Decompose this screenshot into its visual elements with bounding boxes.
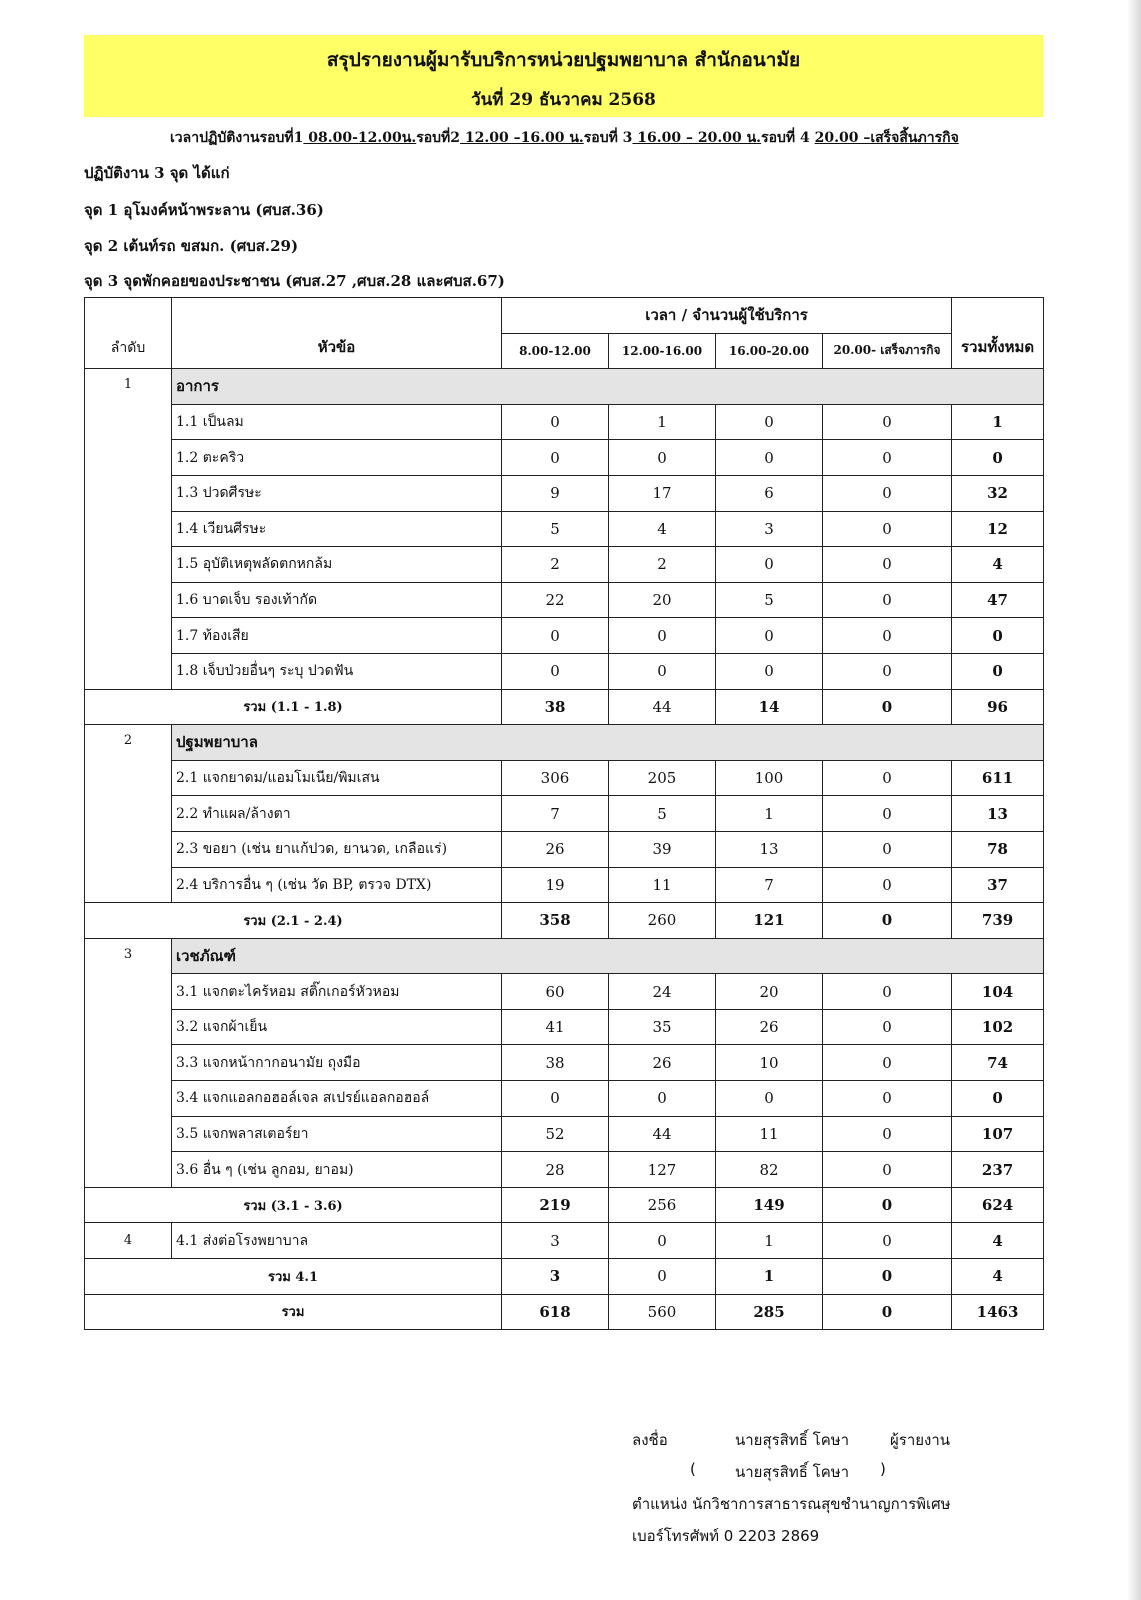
value-cell: 14 (716, 689, 823, 725)
value-cell: 0 (823, 1294, 952, 1330)
grand-total-cell: 1463 (952, 1294, 1044, 1330)
value-cell: 0 (823, 1152, 952, 1188)
item-label: 2.3 ขอยา (เช่น ยาแก้ปวด, ยานวด, เกลือแร่) (172, 831, 502, 867)
header-topic: หัวข้อ (172, 298, 502, 369)
row-total-cell: 47 (952, 582, 1044, 618)
paren-close: ) (880, 1460, 886, 1478)
value-cell: 20 (716, 974, 823, 1010)
item-label: 1.6 บาดเจ็บ รองเท้ากัด (172, 582, 502, 618)
item-label: 3.5 แจกพลาสเตอร์ยา (172, 1116, 502, 1152)
table-row (85, 618, 1044, 654)
report-title: สรุปรายงานผู้มารับบริการหน่วยปฐมพยาบาล สำนักอนามัย (326, 49, 801, 71)
value-cell: 17 (609, 475, 716, 511)
row-total-cell: 4 (952, 1223, 1044, 1259)
item-label: 1.8 เจ็บป่วยอื่นๆ ระบุ ปวดฟัน (172, 653, 502, 689)
value-cell: 0 (823, 582, 952, 618)
grand-total-row (85, 1294, 1044, 1330)
table-row (85, 796, 1044, 832)
table-row (85, 760, 1044, 796)
paren-open: ( (690, 1460, 696, 1478)
value-cell: 9 (502, 475, 609, 511)
item-label: 1.7 ท้องเสีย (172, 618, 502, 654)
subtotal-row (85, 689, 1044, 725)
item-label: 1.3 ปวดศีรษะ (172, 475, 502, 511)
table-row (85, 511, 1044, 547)
value-cell: 4 (609, 511, 716, 547)
value-cell: 285 (716, 1294, 823, 1330)
value-cell: 0 (609, 440, 716, 476)
service-summary-table (84, 297, 1044, 1330)
value-cell: 0 (716, 404, 823, 440)
operating-schedule (170, 127, 959, 149)
value-cell: 10 (716, 1045, 823, 1081)
row-total-cell: 0 (952, 440, 1044, 476)
table-row (85, 582, 1044, 618)
value-cell: 618 (502, 1294, 609, 1330)
intro-line: ปฏิบัติงาน 3 จุด ได้แก่ (84, 164, 230, 182)
value-cell: 149 (716, 1187, 823, 1223)
value-cell: 0 (609, 1081, 716, 1117)
value-cell: 0 (823, 867, 952, 903)
value-cell: 41 (502, 1009, 609, 1045)
value-cell: 35 (609, 1009, 716, 1045)
value-cell: 0 (823, 1009, 952, 1045)
value-cell: 44 (609, 1116, 716, 1152)
row-total-cell: 0 (952, 653, 1044, 689)
table-row (85, 867, 1044, 903)
header-seq: ลำดับ (85, 298, 172, 369)
table-row (85, 831, 1044, 867)
row-total-cell: 74 (952, 1045, 1044, 1081)
value-cell: 0 (823, 1223, 952, 1259)
value-cell: 0 (823, 1081, 952, 1117)
row-total-cell: 611 (952, 760, 1044, 796)
value-cell: 306 (502, 760, 609, 796)
value-cell: 11 (716, 1116, 823, 1152)
value-cell: 560 (609, 1294, 716, 1330)
value-cell: 26 (609, 1045, 716, 1081)
schedule-round3-time: 16.00 – 20.00 น. (632, 130, 762, 146)
group-seq: 4 (85, 1223, 172, 1259)
value-cell: 19 (502, 867, 609, 903)
subtotal-row (85, 1259, 1044, 1295)
value-cell: 0 (823, 618, 952, 654)
row-total-cell: 237 (952, 1152, 1044, 1188)
value-cell: 13 (716, 831, 823, 867)
category-row (85, 938, 1044, 974)
row-total-cell: 37 (952, 867, 1044, 903)
row-total-cell: 102 (952, 1009, 1044, 1045)
table-row (85, 974, 1044, 1010)
row-total-cell: 0 (952, 1081, 1044, 1117)
schedule-round3-label: รอบที่ 3 (583, 130, 633, 146)
value-cell: 0 (823, 511, 952, 547)
value-cell: 0 (716, 440, 823, 476)
value-cell: 22 (502, 582, 609, 618)
value-cell: 0 (502, 618, 609, 654)
value-cell: 0 (502, 404, 609, 440)
table-row (85, 653, 1044, 689)
item-label: 1.4 เวียนศีรษะ (172, 511, 502, 547)
value-cell: 256 (609, 1187, 716, 1223)
value-cell: 0 (609, 1259, 716, 1295)
schedule-round2-time: 12.00 –16.00 น. (460, 130, 584, 146)
table-row (85, 404, 1044, 440)
value-cell: 26 (502, 831, 609, 867)
value-cell: 39 (609, 831, 716, 867)
value-cell: 5 (716, 582, 823, 618)
value-cell: 0 (502, 653, 609, 689)
item-label: 2.2 ทำแผล/ล้างตา (172, 796, 502, 832)
value-cell: 0 (609, 1223, 716, 1259)
item-label: 3.1 แจกตะไคร้หอม สติ๊กเกอร์หัวหอม (172, 974, 502, 1010)
item-label: 1.1 เป็นลม (172, 404, 502, 440)
signer-name: นายสุรสิทธิ์ โคษา (735, 1431, 850, 1449)
page-edge-shadow (1127, 0, 1141, 1600)
value-cell: 7 (502, 796, 609, 832)
table-row (85, 1045, 1044, 1081)
value-cell: 0 (823, 1116, 952, 1152)
value-cell: 0 (716, 1081, 823, 1117)
value-cell: 28 (502, 1152, 609, 1188)
row-total-cell: 78 (952, 831, 1044, 867)
location-3: จุด 3 จุดพักคอยของประชาชน (ศบส.27 ,ศบส.28 และศบส.67) (84, 272, 505, 290)
sign-label: ลงชื่อ (632, 1431, 668, 1449)
table-row (85, 1009, 1044, 1045)
subtotal-label: รวม (3.1 - 3.6) (85, 1187, 502, 1223)
row-total-cell: 739 (952, 903, 1044, 939)
header-time-count: เวลา / จำนวนผู้ใช้บริการ (502, 298, 952, 334)
row-total-cell: 4 (952, 1259, 1044, 1295)
subtotal-row (85, 903, 1044, 939)
value-cell: 5 (609, 796, 716, 832)
signer-phone: เบอร์โทรศัพท์ 0 2203 2869 (632, 1527, 820, 1545)
value-cell: 6 (716, 475, 823, 511)
value-cell: 38 (502, 1045, 609, 1081)
table-row (85, 475, 1044, 511)
value-cell: 0 (823, 974, 952, 1010)
value-cell: 121 (716, 903, 823, 939)
item-label: 4.1 ส่งต่อโรงพยาบาล (172, 1223, 502, 1259)
location-2: จุด 2 เต้นท์รถ ขสมก. (ศบส.29) (84, 237, 299, 255)
value-cell: 260 (609, 903, 716, 939)
value-cell: 0 (823, 653, 952, 689)
value-cell: 127 (609, 1152, 716, 1188)
row-total-cell: 1 (952, 404, 1044, 440)
value-cell: 0 (823, 831, 952, 867)
value-cell: 11 (609, 867, 716, 903)
subtotal-label: รวม (1.1 - 1.8) (85, 689, 502, 725)
value-cell: 0 (823, 475, 952, 511)
subtotal-label: รวม 4.1 (85, 1259, 502, 1295)
item-label: 1.5 อุบัติเหตุพลัดตกหกล้ม (172, 547, 502, 583)
value-cell: 0 (502, 1081, 609, 1117)
value-cell: 26 (716, 1009, 823, 1045)
row-total-cell: 107 (952, 1116, 1044, 1152)
value-cell: 5 (502, 511, 609, 547)
value-cell: 0 (823, 440, 952, 476)
category-row (85, 725, 1044, 761)
row-total-cell: 0 (952, 618, 1044, 654)
value-cell: 0 (823, 796, 952, 832)
value-cell: 1 (609, 404, 716, 440)
value-cell: 0 (823, 903, 952, 939)
value-cell: 205 (609, 760, 716, 796)
value-cell: 52 (502, 1116, 609, 1152)
category-label: เวชภัณฑ์ (172, 938, 1044, 974)
subtotal-label: รวม (2.1 - 2.4) (85, 903, 502, 939)
item-label: 2.4 บริการอื่น ๆ (เช่น วัด BP, ตรวจ DTX) (172, 867, 502, 903)
schedule-round4-time: 20.00 –เสร็จสิ้นภารกิจ (814, 130, 959, 146)
header-slot-2: 12.00-16.00 (609, 333, 716, 369)
table-body (85, 369, 1044, 1330)
schedule-round1-label: เวลาปฏิบัติงานรอบที่1 (170, 130, 304, 146)
value-cell: 100 (716, 760, 823, 796)
value-cell: 3 (502, 1259, 609, 1295)
value-cell: 3 (502, 1223, 609, 1259)
group-seq: 1 (85, 369, 172, 689)
signer-position: ตำแหน่ง นักวิชาการสาธารณสุขชำนาญการพิเศษ (632, 1495, 951, 1513)
value-cell: 2 (609, 547, 716, 583)
row-total-cell: 4 (952, 547, 1044, 583)
value-cell: 3 (716, 511, 823, 547)
item-label: 3.3 แจกหน้ากากอนามัย ถุงมือ (172, 1045, 502, 1081)
schedule-round1-time: 08.00-12.00น. (303, 130, 417, 146)
item-label: 1.2 ตะคริว (172, 440, 502, 476)
row-total-cell: 624 (952, 1187, 1044, 1223)
item-label: 2.1 แจกยาดม/แอมโมเนีย/พิมเสน (172, 760, 502, 796)
value-cell: 0 (823, 760, 952, 796)
table-row (85, 1223, 1044, 1259)
value-cell: 0 (823, 689, 952, 725)
table-row (85, 1116, 1044, 1152)
value-cell: 0 (609, 653, 716, 689)
table-header-row (85, 298, 1044, 334)
value-cell: 38 (502, 689, 609, 725)
row-total-cell: 96 (952, 689, 1044, 725)
value-cell: 0 (716, 618, 823, 654)
schedule-round2-label: รอบที่2 (416, 130, 461, 146)
schedule-round4-label: รอบที่ 4 (761, 130, 815, 146)
item-label: 3.6 อื่น ๆ (เช่น ลูกอม, ยาอม) (172, 1152, 502, 1188)
group-seq: 3 (85, 938, 172, 1187)
value-cell: 0 (609, 618, 716, 654)
table-row (85, 440, 1044, 476)
row-total-cell: 13 (952, 796, 1044, 832)
value-cell: 1 (716, 796, 823, 832)
item-label: 3.4 แจกแอลกอฮอล์เจล สเปรย์แอลกอฮอล์ (172, 1081, 502, 1117)
row-total-cell: 12 (952, 511, 1044, 547)
value-cell: 2 (502, 547, 609, 583)
value-cell: 0 (823, 404, 952, 440)
table-row (85, 1152, 1044, 1188)
value-cell: 1 (716, 1259, 823, 1295)
value-cell: 0 (716, 547, 823, 583)
grand-total-label: รวม (85, 1294, 502, 1330)
value-cell: 0 (823, 1045, 952, 1081)
value-cell: 0 (502, 440, 609, 476)
item-label: 3.2 แจกผ้าเย็น (172, 1009, 502, 1045)
value-cell: 44 (609, 689, 716, 725)
table-row (85, 1081, 1044, 1117)
value-cell: 358 (502, 903, 609, 939)
reporter-role: ผู้รายงาน (890, 1431, 951, 1449)
value-cell: 0 (823, 1259, 952, 1295)
location-1: จุด 1 อุโมงค์หน้าพระลาน (ศบส.36) (84, 201, 324, 219)
title-banner (84, 35, 1043, 117)
value-cell: 20 (609, 582, 716, 618)
group-seq: 2 (85, 725, 172, 903)
value-cell: 1 (716, 1223, 823, 1259)
value-cell: 0 (823, 547, 952, 583)
category-row (85, 369, 1044, 405)
value-cell: 24 (609, 974, 716, 1010)
value-cell: 60 (502, 974, 609, 1010)
header-slot-4: 20.00- เสร็จภารกิจ (823, 333, 952, 369)
header-slot-1: 8.00-12.00 (502, 333, 609, 369)
category-label: ปฐมพยาบาล (172, 725, 1044, 761)
value-cell: 0 (823, 1187, 952, 1223)
value-cell: 0 (716, 653, 823, 689)
table-row (85, 547, 1044, 583)
value-cell: 82 (716, 1152, 823, 1188)
value-cell: 7 (716, 867, 823, 903)
header-total: รวมทั้งหมด (952, 298, 1044, 369)
category-label: อาการ (172, 369, 1044, 405)
signer-name-printed: นายสุรสิทธิ์ โคษา (735, 1463, 850, 1481)
row-total-cell: 32 (952, 475, 1044, 511)
value-cell: 219 (502, 1187, 609, 1223)
report-date: วันที่ 29 ธันวาคม 2568 (471, 90, 656, 110)
header-slot-3: 16.00-20.00 (716, 333, 823, 369)
row-total-cell: 104 (952, 974, 1044, 1010)
subtotal-row (85, 1187, 1044, 1223)
